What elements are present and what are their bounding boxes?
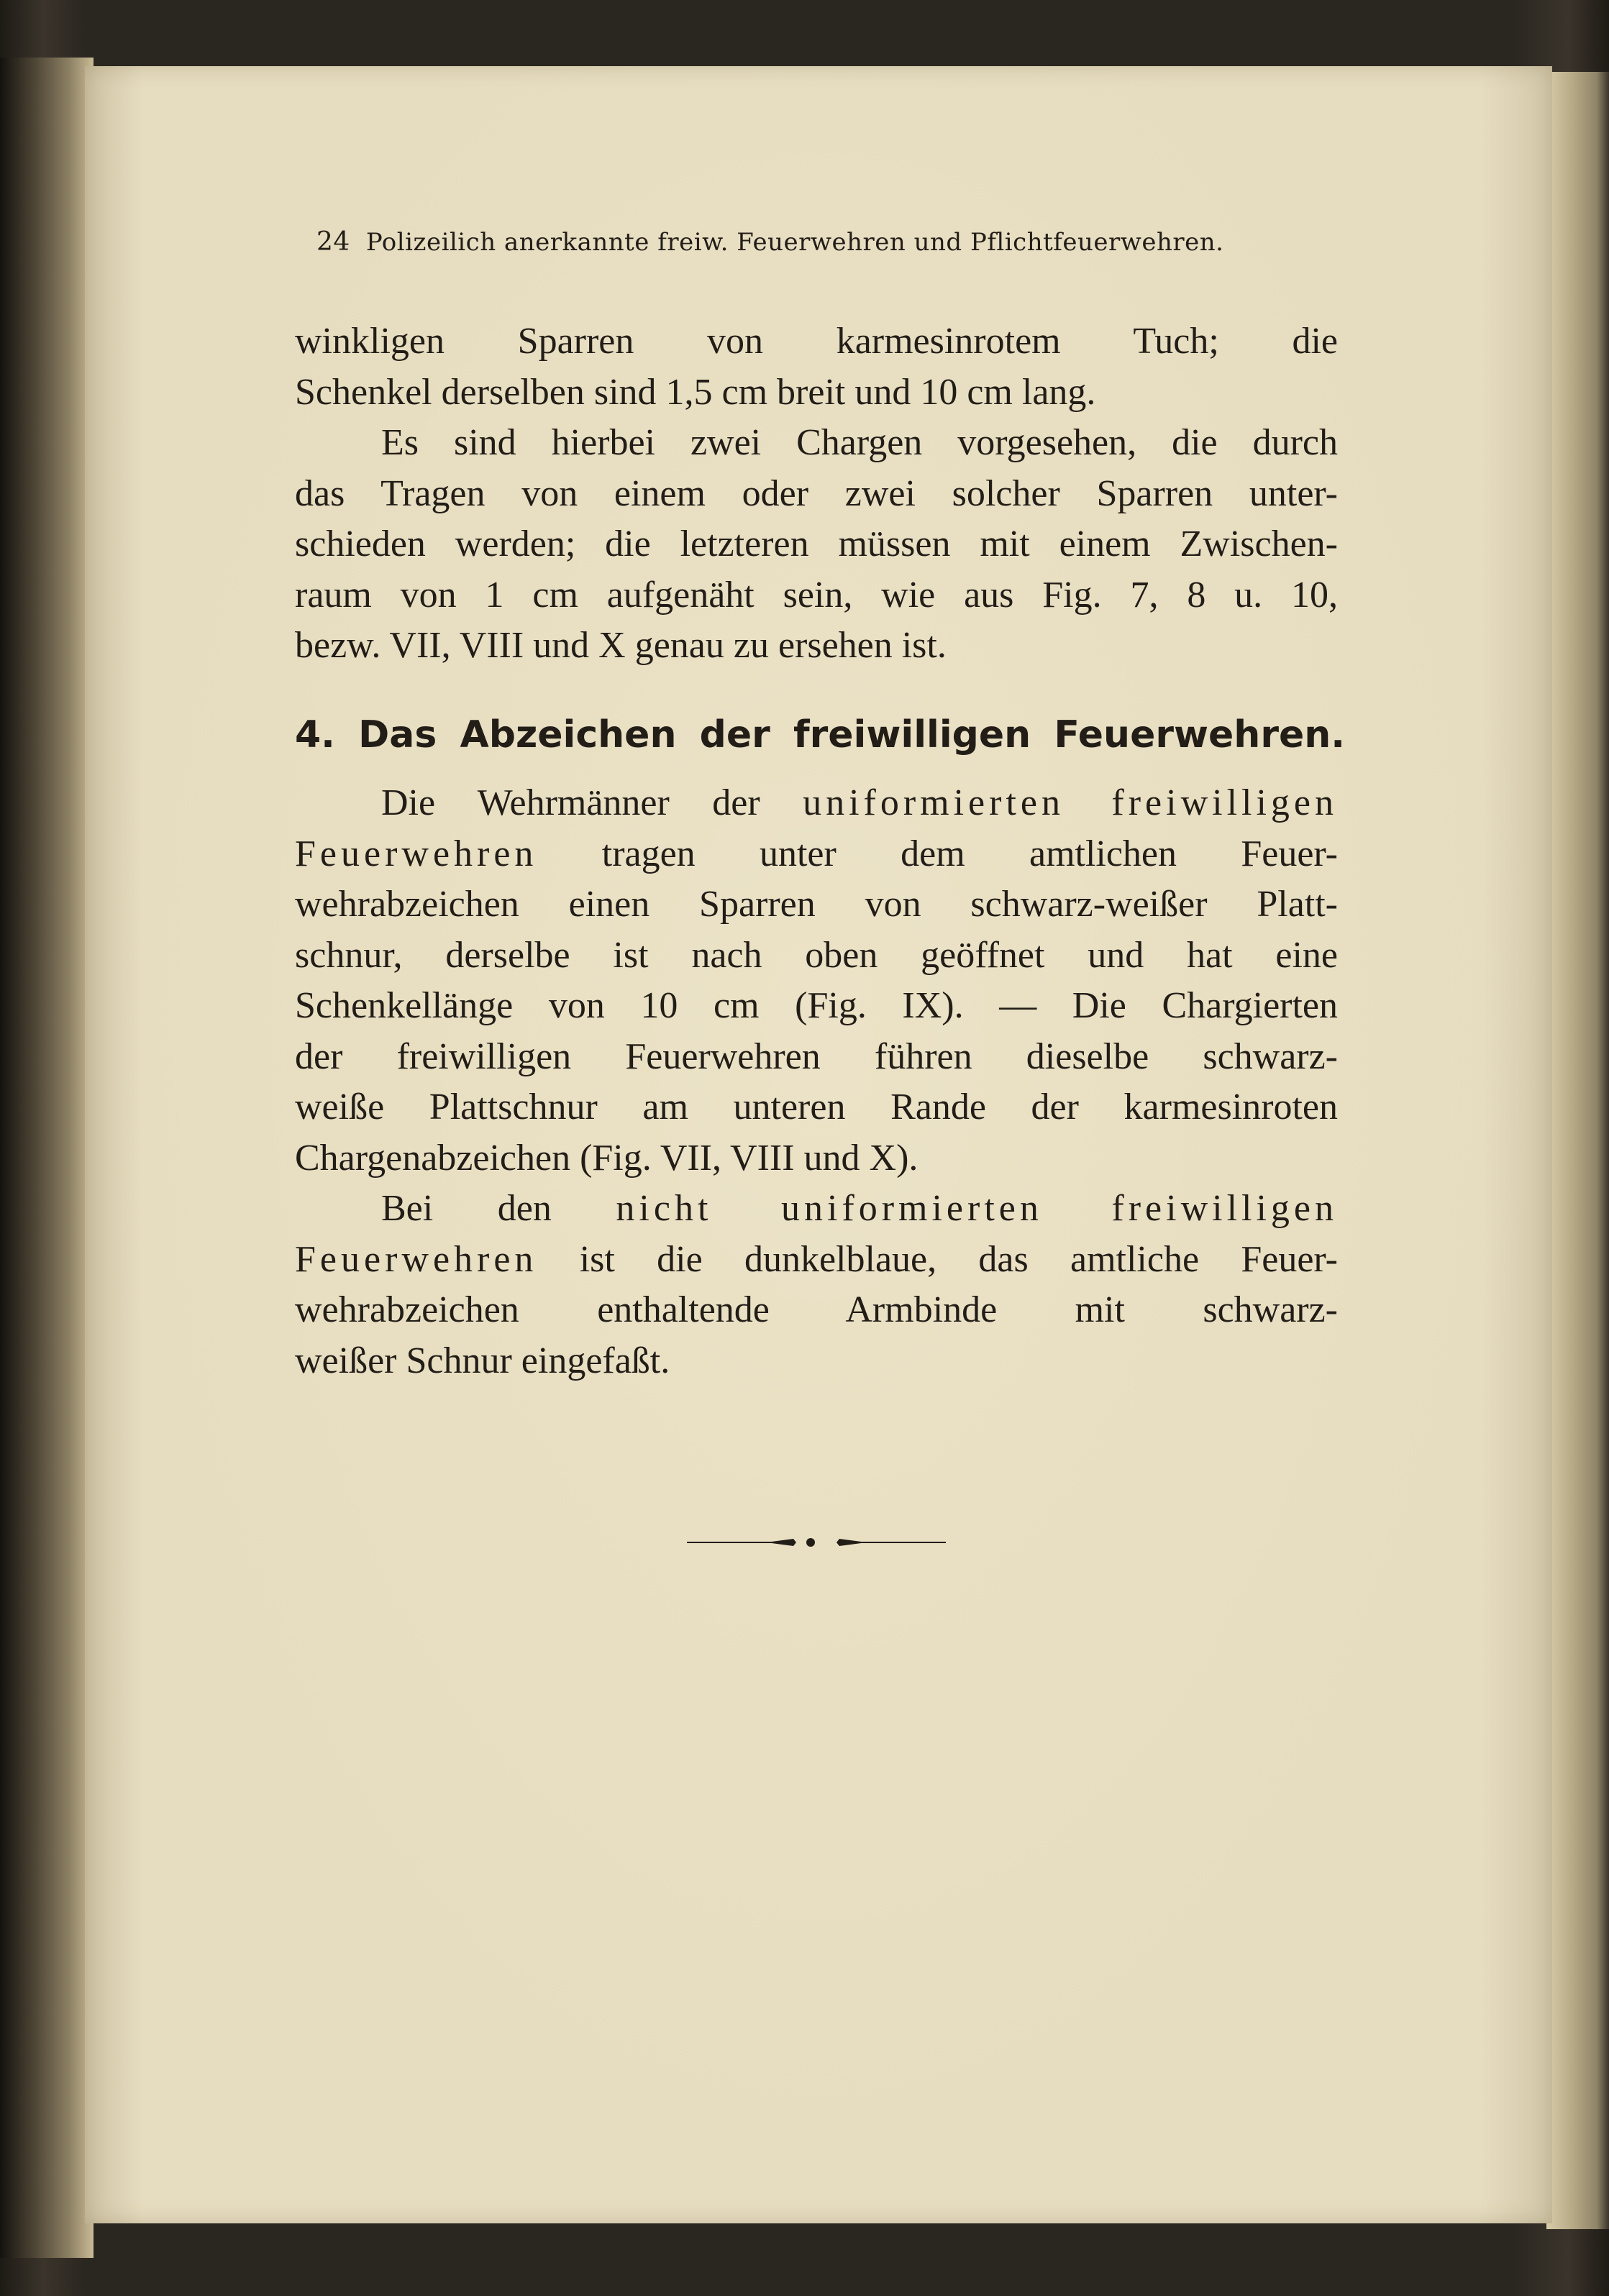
text-line: wehrabzeichen enthaltende Armbinde mit schwarz- [295,1289,1338,1330]
text-line [295,778,1338,829]
body-text-section [295,778,1338,1386]
book-spine [0,58,94,2258]
spaced-emphasis: nicht uniformierten freiwilligen [616,1188,1338,1229]
page-number: 24 [316,227,350,257]
text-line: der freiwilligen Feuerwehren führen dieselbe schwarz- [295,1035,1338,1077]
text-fragment: Bei den [381,1188,616,1229]
body-text-top [295,316,1338,672]
ornament-arrow-left [766,1539,796,1546]
text-line: raum von 1 cm aufgenäht sein, wie aus Fig. 7, 8 u. 10, [295,574,1338,616]
ornament-divider [687,1532,946,1553]
ornament-dot [806,1538,815,1547]
text-line: schieden werden; die letzteren müssen mit einem Zwischen- [295,523,1338,564]
text-line: bezw. VII, VIII und X genau zu ersehen ist. [295,625,947,666]
spaced-emphasis: Feuerwehren [295,833,538,874]
spaced-emphasis: Feuerwehren [295,1238,538,1280]
text-line: Chargenabzeichen (Fig. VII, VIII und X). [295,1137,919,1179]
text-line: weißer Schnur eingefaßt. [295,1340,670,1381]
text-line: Schenkellänge von 10 cm (Fig. IX). — Die Chargierten [295,985,1338,1026]
text-line: wehrabzeichen einen Sparren von schwarz-weißer Platt- [295,884,1338,925]
text-fragment: tragen unter dem amtlichen Feuer- [537,833,1338,874]
text-line: das Tragen von einem oder zwei solcher Sparren unter- [295,472,1338,514]
text-line: schnur, derselbe ist nach oben geöffnet und hat eine [295,934,1338,976]
text-line [295,1184,1338,1235]
text-line: winkligen Sparren von karmesinrotem Tuch; die [295,321,1338,362]
running-head-title: Polizeilich anerkannte freiw. Feuerwehren und Pflichtfeuerwehren. [365,228,1224,257]
section-heading: 4. Das Abzeichen der freiwilligen Feuerwehren. [295,713,1345,756]
text-line [295,829,1338,880]
text-fragment: ist die dunkelblaue, das amtliche Feuer- [537,1238,1338,1280]
spaced-emphasis: uniformierten freiwilligen [803,782,1338,823]
text-line: Schenkel derselben sind 1,5 cm breit und 10 cm lang. [295,371,1096,413]
text-line [295,1235,1338,1286]
text-fragment: Die Wehrmänner der [381,782,803,823]
text-line: weiße Plattschnur am unteren Rande der karmesinroten [295,1087,1338,1128]
page-edge [1546,72,1609,2229]
running-head [316,227,1381,257]
text-line: Es sind hierbei zwei Chargen vorgesehen, die durch [381,422,1338,463]
